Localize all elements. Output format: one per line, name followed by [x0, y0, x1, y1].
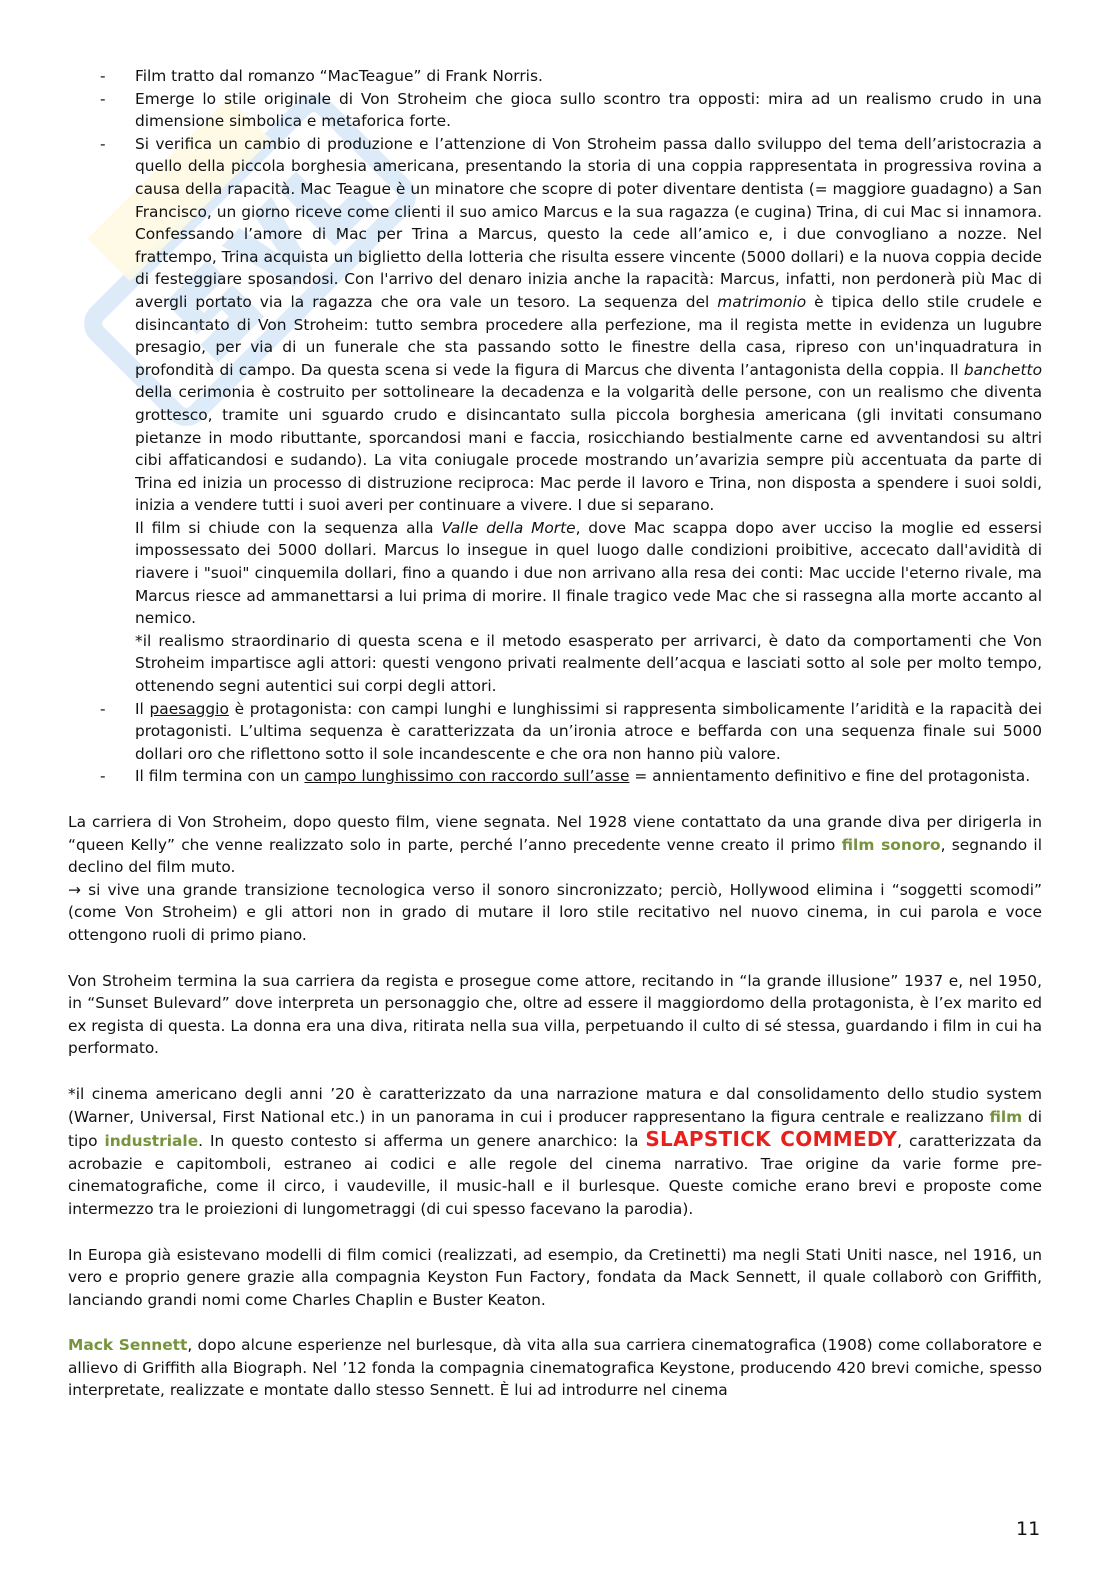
- list-item-paragraph: Si verifica un cambio di produzione e l’attenzione di Von Stroheim passa dallo sviluppo del tema dell’aristocrazia a quello della piccola borghesia americana, presentando la storia di una coppia rappresentata in progressiva rovina a causa della rapacità. Mac Teague è un minatore che scopre di poter diventare dentista (= maggiore guadagno) a San Francisco, un giorno riceve come clienti il suo amico Marcus e la sua ragazza (e cugina) Trina, di cui Mac si innamora. Confessando l’amore di Mac per Trina a Marcus, questo la cede all’amico e, i due convogliano a nozze. Nel frattempo, Trina acquista un biglietto della lotteria che risulta essere vincente (5000 dollari) e la nuova coppia decide di festeggiare sposandosi. Con l'arrivo del denaro inizia anche la rapacità: Marcus, infatti, non perdonerà più Mac di avergli portato via la ragazza che ora vale un tesoro. La sequenza del matrimonio è tipica dello stile crudele e disincantato di Von Stroheim: tutto sembra procedere alla perfezione, ma il regista mette in evidenza un lugubre presagio, per via di un funerale che sta passando sotto le finestre della casa, ripreso con un'inquadratura in profondità di campo. Da questa scena si vede la figura di Marcus che diventa l’antagonista della coppia. Il banchetto della cerimonia è costruito per sottolineare la decadenza e la volgarità delle persone, con un realismo che diventa grottesco, tramite uni sguardo crudo e disincantato sulla piccola borghesia americana (gli invitati consumano pietanze in modo ributtante, sporcandosi mani e faccia, rosicchiando bestialmente carne ed avventandosi su altri cibi affaticandosi e sudando). La vita coniugale procede mostrando un’avarizia sempre più accentuata da parte di Trina ed inizia un processo di distruzione reciproca: Mac perde il lavoro e Trina, non disposta a spendere i suoi soldi, inizia a vendere tutti i suoi averi per continuare a vivere. I due si separano.: [135, 134, 1042, 515]
- paragraph-career: La carriera di Von Stroheim, dopo questo film, viene segnata. Nel 1928 viene contattato da una grande diva per dirigerla in “queen Kelly” che venne realizzato solo in parte, perché l’anno precedente venne creato il primo film sonoro, segnando il declino del film muto.: [68, 813, 1042, 877]
- list-item-text: Emerge lo stile originale di Von Stroheim che gioca sullo scontro tra opposti: mira ad un realismo crudo in una dimensione simbolica e metaforica forte.: [135, 89, 1042, 131]
- bullet-dash-icon: -: [100, 699, 106, 718]
- list-item-text: Il film termina con un campo lunghissimo con raccordo sull’asse = annientamento definitivo e fine del protagonista.: [135, 767, 1031, 786]
- bullet-list: [68, 65, 1042, 788]
- paragraph-career-arrow: → si vive una grande transizione tecnologica verso il sonoro sincronizzato; perciò, Hollywood elimina i “soggetti scomodi” (come Von Stroheim) e gli attori non in grado di mutare il loro stile recitativo nel nuovo cinema, in cui parola e voce ottengono ruoli di primo piano.: [68, 880, 1042, 944]
- paragraph-slapstick: *il cinema americano degli anni ’20 è caratterizzato da una narrazione matura e dal consolidamento dello studio system (Warner, Universal, First National etc.) in un panorama in cui i producer rappresentano la figura centrale e realizzano film di tipo industriale. In questo contesto si afferma un genere anarchico: la SLAPSTICK COMMEDY, caratterizzata da acrobazie e capitomboli, estraneo ai codici e alle regole del cinema narrativo. Trae origine da varie forme pre-cinematografiche, come il circo, i vaudeville, il music-hall e il burlesque. Queste comiche erano brevi e proposte come intermezzo tra le proiezioni di lungometraggi (di cui spesso facevano la parodia).: [68, 1084, 1042, 1218]
- paragraph-sennett: Mack Sennett, dopo alcune esperienze nel burlesque, dà vita alla sua carriera cinematografica (1908) come collaboratore e allievo di Griffith alla Biograph. Nel ’12 fonda la compagnia cinematografica Keystone, producendo 420 brevi comiche, spesso interpretate, realizzate e montate dallo stesso Sennett. È lui ad introdurre nel cinema: [68, 1336, 1042, 1400]
- bullet-dash-icon: -: [100, 67, 106, 85]
- list-item: [68, 765, 1042, 788]
- list-item-text: Il paesaggio è protagonista: con campi lunghi e lunghissimi si rappresenta simbolicamente l’aridità e la rapacità dei protagonisti. L’ultima sequenza è caratterizzata da un’ironia atroce e beffarda con una sequenza finale sui 5000 dollari oro che riflettono sotto il sole incandescente e che ora non hanno più valore.: [135, 699, 1042, 763]
- paragraph-europe: In Europa già esistevano modelli di film comici (realizzati, ad esempio, da Cretinetti) ma negli Stati Uniti nasce, nel 1916, un vero e proprio genere grazie alla compagnia Keyston Fun Factory, fondata da Mack Sennett, il quale collaborò con Griffith, lanciando grandi nomi come Charles Chaplin e Buster Keaton.: [68, 1245, 1042, 1309]
- paragraph-actor: Von Stroheim termina la sua carriera da regista e prosegue come attore, recitando in “la grande illusione” 1937 e, nel 1950, in “Sunset Bulevard” dove interpreta un personaggio che, oltre ad essere il maggiordomo della protagonista, è l’ex marito ed ex regista di questa. La donna era una diva, ritirata nella sua villa, perpetuando il culto di sé stessa, guardando i film in cui ha performato.: [68, 971, 1042, 1058]
- bullet-dash-icon: -: [100, 767, 106, 786]
- list-item-text: Film tratto dal romanzo “MacTeague” di Frank Norris.: [135, 67, 543, 85]
- list-item: [68, 65, 1042, 88]
- document-body: [68, 65, 1042, 1402]
- list-item-paragraph: Il film si chiude con la sequenza alla Valle della Morte, dove Mac scappa dopo aver ucciso la moglie ed essersi impossessato dei 5000 dollari. Marcus lo insegue in quel luogo dalle condizioni proibitive, accecato dall'avidità di riavere i "suoi" cinquemila dollari, fino a quando i due non arrivano alla resa dei conti: Mac uccide l'eterno rivale, ma Marcus riesce ad ammanettarsi a lui prima di morire. Il finale tragico vede Mac che si rassegna alla morte accanto al nemico.: [135, 518, 1042, 628]
- list-item-paragraph: *il realismo straordinario di questa scena e il metodo esasperato per arrivarci, è dato da comportamenti che Von Stroheim impartisce agli attori: questi vengono privati realmente dell’acqua e lasciati sotto al sole per molto tempo, ottenendo segni autentici sui corpi degli attori.: [135, 631, 1042, 696]
- bullet-dash-icon: -: [100, 89, 106, 108]
- list-item: [68, 133, 1042, 698]
- bullet-dash-icon: -: [100, 134, 106, 153]
- page-number: 11: [1016, 1518, 1041, 1540]
- list-item: [68, 698, 1042, 766]
- list-item: [68, 88, 1042, 133]
